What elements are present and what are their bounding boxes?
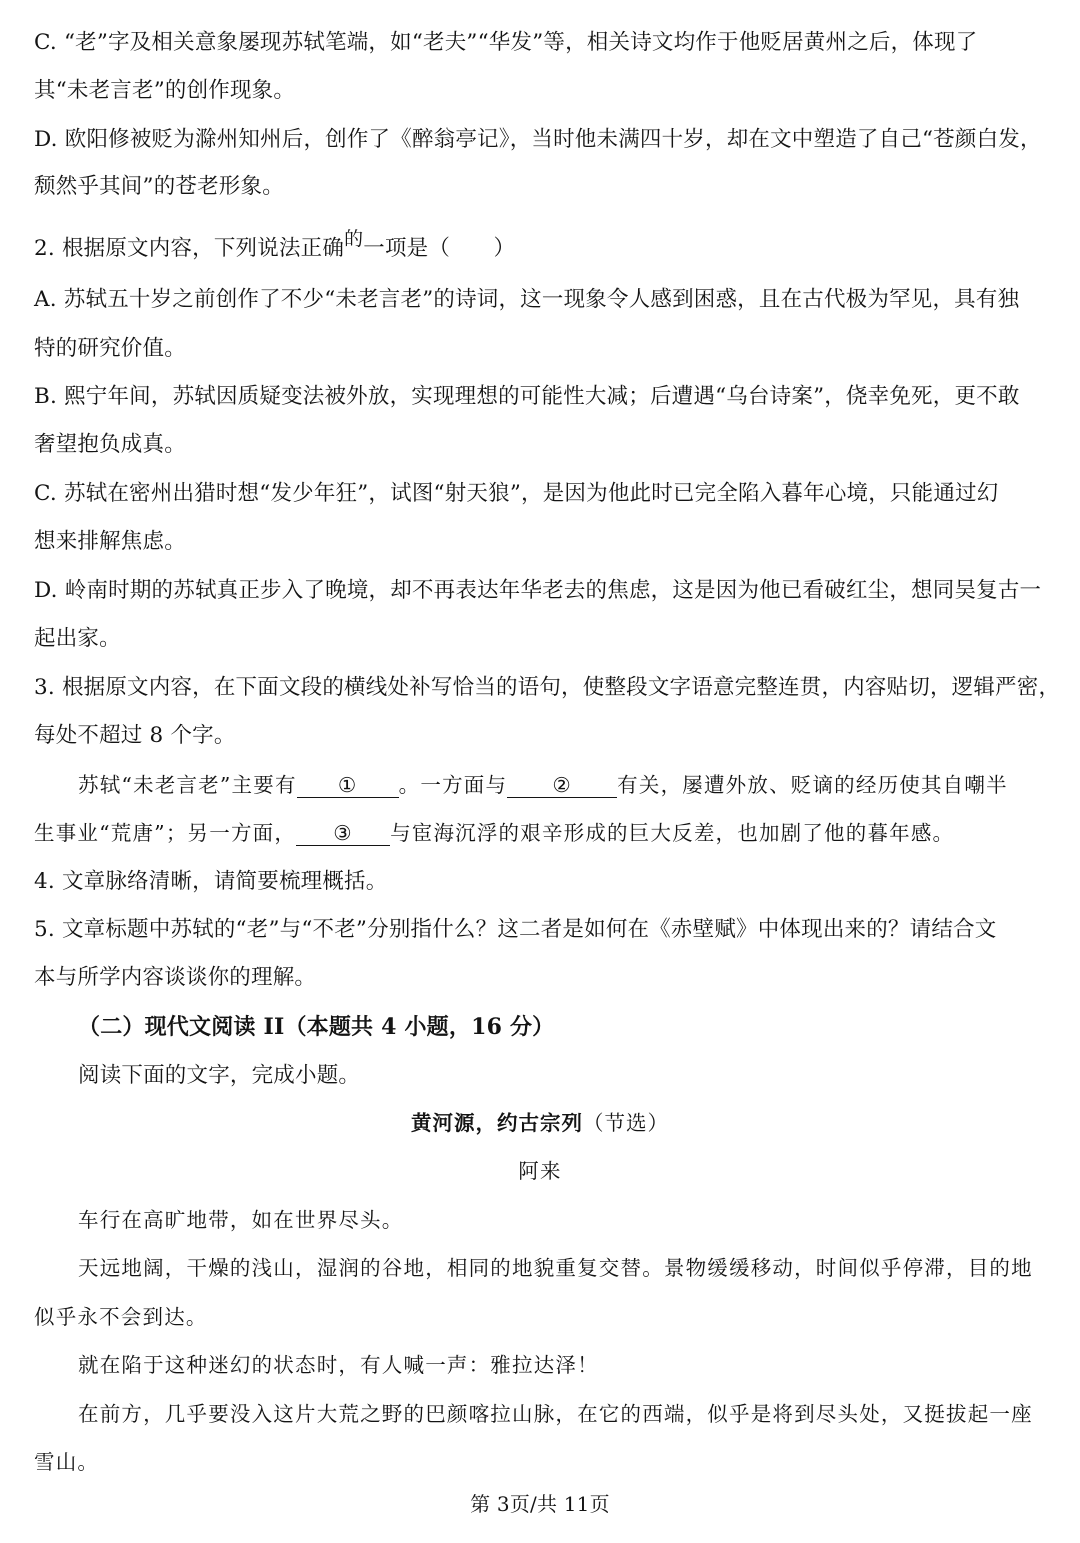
q1-option-d-line2: 颓然乎其间”的苍老形象。 [34,174,284,199]
q3-passage-line2 [34,818,1042,848]
q3-passage-line1 [78,770,1042,800]
q3-stem-line1: 3. 根据原文内容，在下面文段的横线处补写恰当的语句，使整段文字语意完整连贯，内容贴切，逻辑严密， [34,675,1061,700]
q2-stem-text-b: 一项是（ ） [363,236,516,261]
fill-blank-2: ② [507,773,617,798]
q4-stem: 4. 文章脉络清晰，请简要梳理概括。 [34,869,388,894]
fill-blank-3: ③ [296,821,390,846]
q3-stem-line2: 每处不超过 8 个字。 [34,723,236,748]
q2-option-d-line1: D. 岭南时期的苏轼真正步入了晚境，却不再表达年华老去的焦虑，这是因为他已看破红尘，想同吴复古一 [34,578,1042,603]
article-paragraph: 车行在高旷地带，如在世界尽头。 [78,1208,404,1232]
article-paragraph: 在前方，几乎要没入这片大荒之野的巴颜喀拉山脉，在它的西端，似乎是将到尽头处，又挺拔起一座 [78,1402,1033,1426]
q2-option-b-line1: B. 熙宁年间，苏轼因质疑变法被外放，实现理想的可能性大减；后遭遇“乌台诗案”，侥幸免死，更不敢 [34,384,1020,409]
q2-stem-text-a: 2. 根据原文内容，下列说法正确 [34,236,345,261]
q3-passage-text: 与宦海沉浮的艰辛形成的巨大反差，也加剧了他的暮年感。 [390,821,955,845]
q3-passage-text: 生事业“荒唐”；另一方面， [34,821,297,845]
q2-option-c-line2: 想来排解焦虑。 [34,529,186,554]
q1-option-c-line2: 其“未老言老”的创作现象。 [34,78,296,103]
article-title-note: （节选） [583,1111,669,1135]
q2-option-a-line1: A. 苏轼五十岁之前创作了不少“未老言老”的诗词，这一现象令人感到困惑，且在古代极为罕见，具有独 [34,287,1020,312]
article-paragraph-cont: 似乎永不会到达。 [34,1305,208,1329]
q1-option-c-line1: C. “老”字及相关意象屡现苏轼笔端，如“老夫”“华发”等，相关诗文均作于他贬居黄州之后，体现了 [34,30,978,55]
q5-stem-line2: 本与所学内容谈谈你的理解。 [34,965,317,990]
q2-option-c-line1: C. 苏轼在密州出猎时想“发少年狂”，试图“射天狼”，是因为他此时已完全陷入暮年心境，只能通过幻 [34,481,999,506]
q2-stem [34,228,1042,264]
q1-option-d-line1: D. 欧阳修被贬为滁州知州后，创作了《醉翁亭记》，当时他未满四十岁，却在文中塑造了自己“苍颜白发， [34,127,1042,152]
page-number: 第 3页/共 11页 [470,1492,610,1516]
q2-stem-raised-char: 的 [344,228,364,250]
article-paragraph-cont: 雪山。 [34,1450,100,1474]
q2-option-a-line2: 特的研究价值。 [34,336,186,361]
q3-passage-text: 有关，屡遭外放、贬谪的经历使其自嘲半 [617,773,1008,797]
article-title [0,1108,1080,1138]
fill-blank-1: ① [297,773,399,798]
section-heading: （二）现代文阅读 II（本题共 4 小题，16 分） [78,1014,555,1040]
q2-option-b-line2: 奢望抱负成真。 [34,432,186,457]
article-paragraph: 就在陷于这种迷幻的状态时，有人喊一声：雅拉达泽！ [78,1353,599,1377]
q3-passage-text: 。一方面与 [398,773,508,797]
q3-passage-text: 苏轼“未老言老”主要有 [78,773,297,797]
article-paragraph: 天远地阔，干燥的浅山，湿润的谷地，相同的地貌重复交替。景物缓缓移动，时间似乎停滞，目的地 [78,1256,1033,1280]
article-author: 阿来 [518,1159,562,1183]
q2-option-d-line2: 起出家。 [34,626,121,651]
q5-stem-line1: 5. 文章标题中苏轼的“老”与“不老”分别指什么？这二者是如何在《赤壁赋》中体现出来的？请结合文 [34,917,997,942]
article-title-text: 黄河源，约古宗列 [411,1111,583,1135]
reading-instruction: 阅读下面的文字，完成小题。 [78,1063,361,1088]
